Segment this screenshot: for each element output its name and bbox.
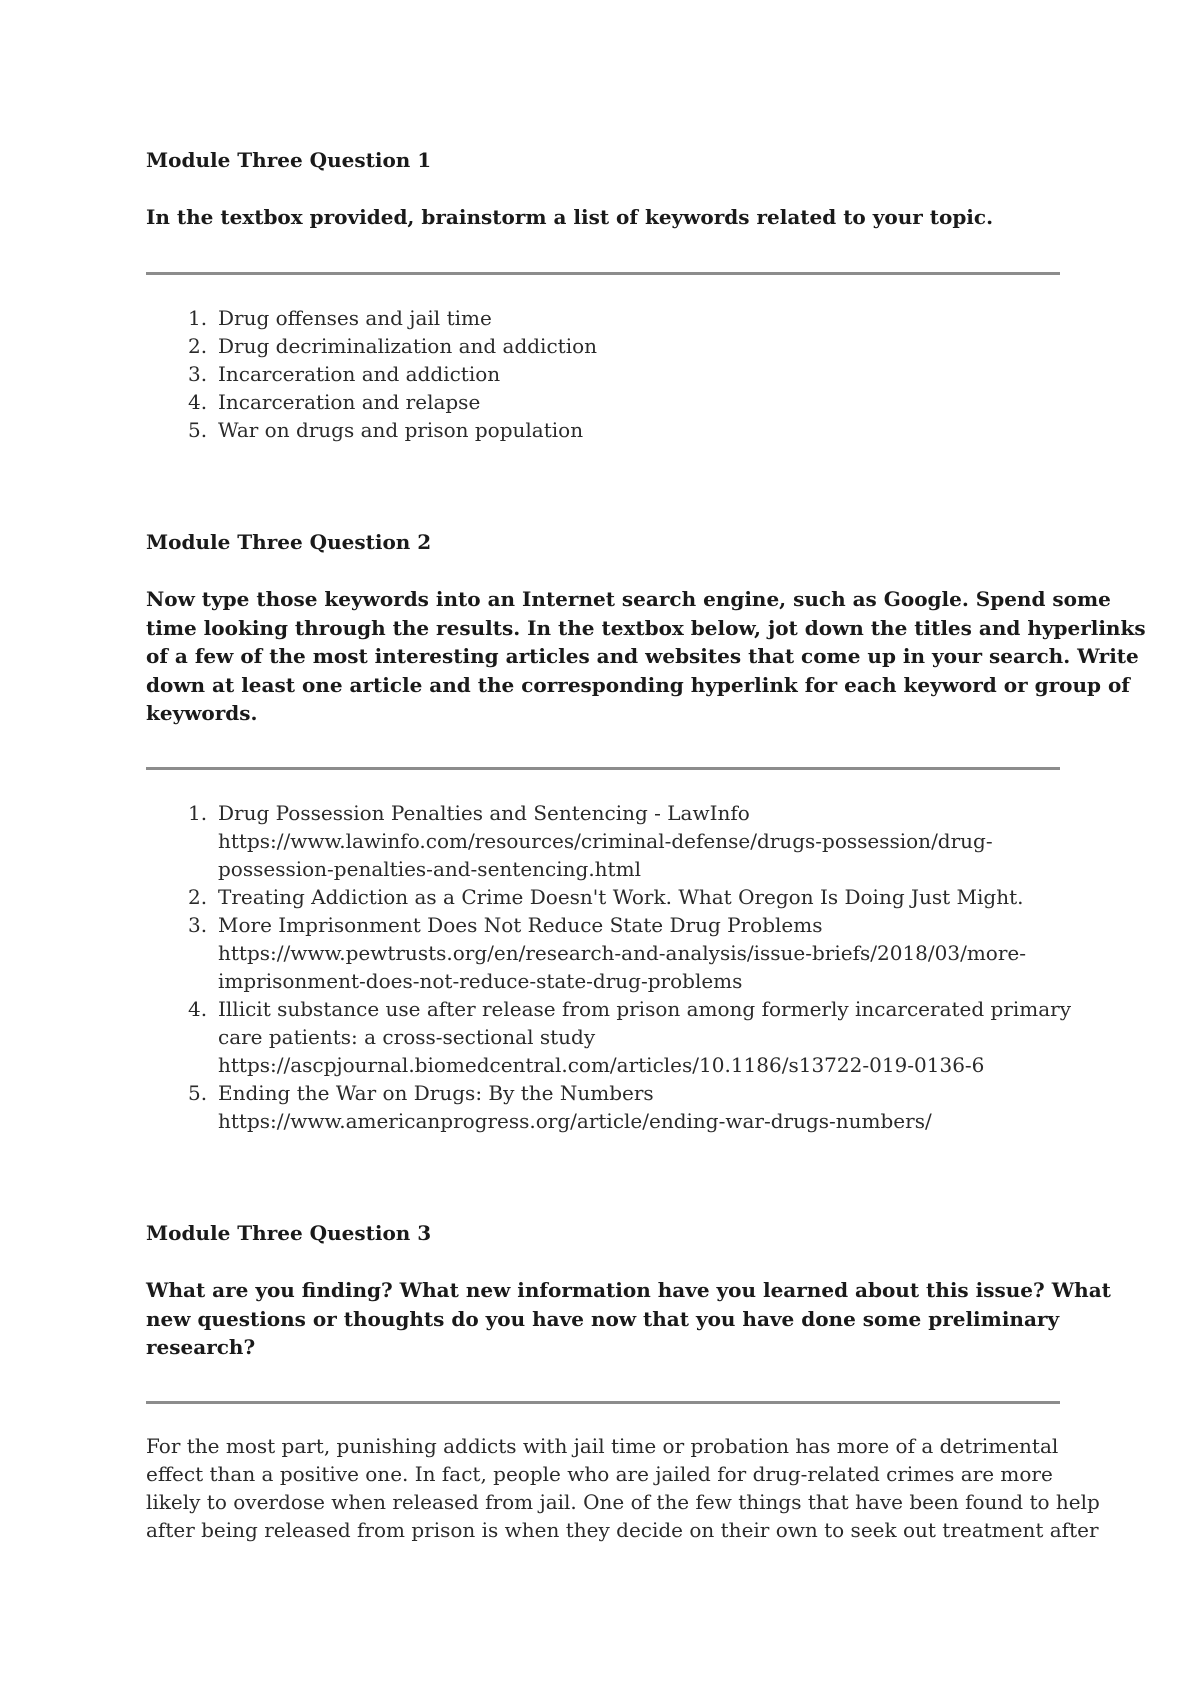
list-item-line: Ending the War on Drugs: By the Numbers (218, 1081, 654, 1105)
list-item-number: 5. (188, 1081, 208, 1105)
list-item-line: https://www.lawinfo.com/resources/criminal-defense/drugs-possession/drug- (218, 829, 993, 853)
question-2-answer-list[interactable] (146, 799, 1072, 1135)
list-item-line: War on drugs and prison population (218, 418, 584, 442)
list-item-line: More Imprisonment Does Not Reduce State Drug Problems (218, 913, 823, 937)
list-item-line: possession-penalties-and-sentencing.html (218, 857, 641, 881)
question-3-answer-text[interactable] (146, 1432, 1100, 1544)
list-item-line: https://www.pewtrusts.org/en/research-and-analysis/issue-briefs/2018/03/more- (218, 941, 1026, 965)
question-1-answer-list[interactable] (146, 304, 1060, 444)
list-item-number: 1. (188, 306, 208, 330)
list-item-line: Illicit substance use after release from prison among formerly incarcerated primary (218, 997, 1072, 1021)
list-item-line: care patients: a cross-sectional study (218, 1025, 596, 1049)
list-item-line: Incarceration and relapse (218, 390, 481, 414)
question-2-prompt (146, 585, 1146, 728)
list-item-line: Drug decriminalization and addiction (218, 334, 598, 358)
list-item-line: Treating Addiction as a Crime Doesn't Work. What Oregon Is Doing Just Might. (218, 885, 1024, 909)
list-item-line: Drug Possession Penalties and Sentencing - LawInfo (218, 801, 750, 825)
question-3-textbox-divider (146, 1401, 1060, 1404)
text-line: likely to overdose when released from jail. One of the few things that have been found to help (146, 1490, 1100, 1514)
list-item-line: imprisonment-does-not-reduce-state-drug-problems (218, 969, 743, 993)
list-item-number: 3. (188, 362, 208, 386)
question-2-heading: Module Three Question 2 (146, 530, 432, 554)
list-item-number: 2. (188, 334, 208, 358)
question-1-heading: Module Three Question 1 (146, 148, 432, 172)
list-item (146, 995, 1072, 1079)
text-line: research? (146, 1335, 256, 1359)
text-line: Now type those keywords into an Internet search engine, such as Google. Spend some (146, 587, 1111, 611)
list-item (146, 416, 1060, 444)
list-item (146, 388, 1060, 416)
question-1-textbox-divider (146, 272, 1060, 275)
question-3-prompt (146, 1276, 1111, 1362)
question-1-prompt: In the textbox provided, brainstorm a list of keywords related to your topic. (146, 205, 994, 229)
text-line: time looking through the results. In the textbox below, jot down the titles and hyperlinks (146, 615, 1146, 640)
list-item (146, 911, 1060, 995)
text-line: What are you finding? What new information have you learned about this issue? What (146, 1278, 1111, 1302)
list-item-line: Drug offenses and jail time (218, 306, 492, 330)
text-line: keywords. (146, 701, 258, 725)
list-item-number: 1. (188, 801, 208, 825)
text-line: new questions or thoughts do you have now that you have done some preliminary (146, 1306, 1060, 1331)
text-line: effect than a positive one. In fact, people who are jailed for drug-related crimes are more (146, 1462, 1053, 1486)
list-item (146, 332, 1060, 360)
text-line: For the most part, punishing addicts with jail time or probation has more of a detrimental (146, 1434, 1059, 1458)
list-item (146, 883, 1060, 911)
text-line: of a few of the most interesting articles and websites that come up in your search. Write (146, 644, 1139, 668)
list-item (146, 1079, 1060, 1135)
list-item-line: Incarceration and addiction (218, 362, 501, 386)
list-item-number: 5. (188, 418, 208, 442)
list-item-number: 4. (188, 390, 208, 414)
list-item (146, 799, 1060, 883)
list-item (146, 360, 1060, 388)
text-line: after being released from prison is when they decide on their own to seek out treatment after (146, 1518, 1099, 1542)
list-item (146, 304, 1060, 332)
question-2-textbox-divider (146, 767, 1060, 770)
question-3-heading: Module Three Question 3 (146, 1221, 432, 1245)
list-item-number: 4. (188, 997, 208, 1021)
text-line: down at least one article and the corresponding hyperlink for each keyword or group of (146, 672, 1130, 697)
list-item-line: https://ascpjournal.biomedcentral.com/articles/10.1186/s13722-019-0136-6 (218, 1053, 985, 1077)
list-item-line: https://www.americanprogress.org/article/ending-war-drugs-numbers/ (218, 1109, 932, 1133)
list-item-number: 2. (188, 885, 208, 909)
list-item-number: 3. (188, 913, 208, 937)
